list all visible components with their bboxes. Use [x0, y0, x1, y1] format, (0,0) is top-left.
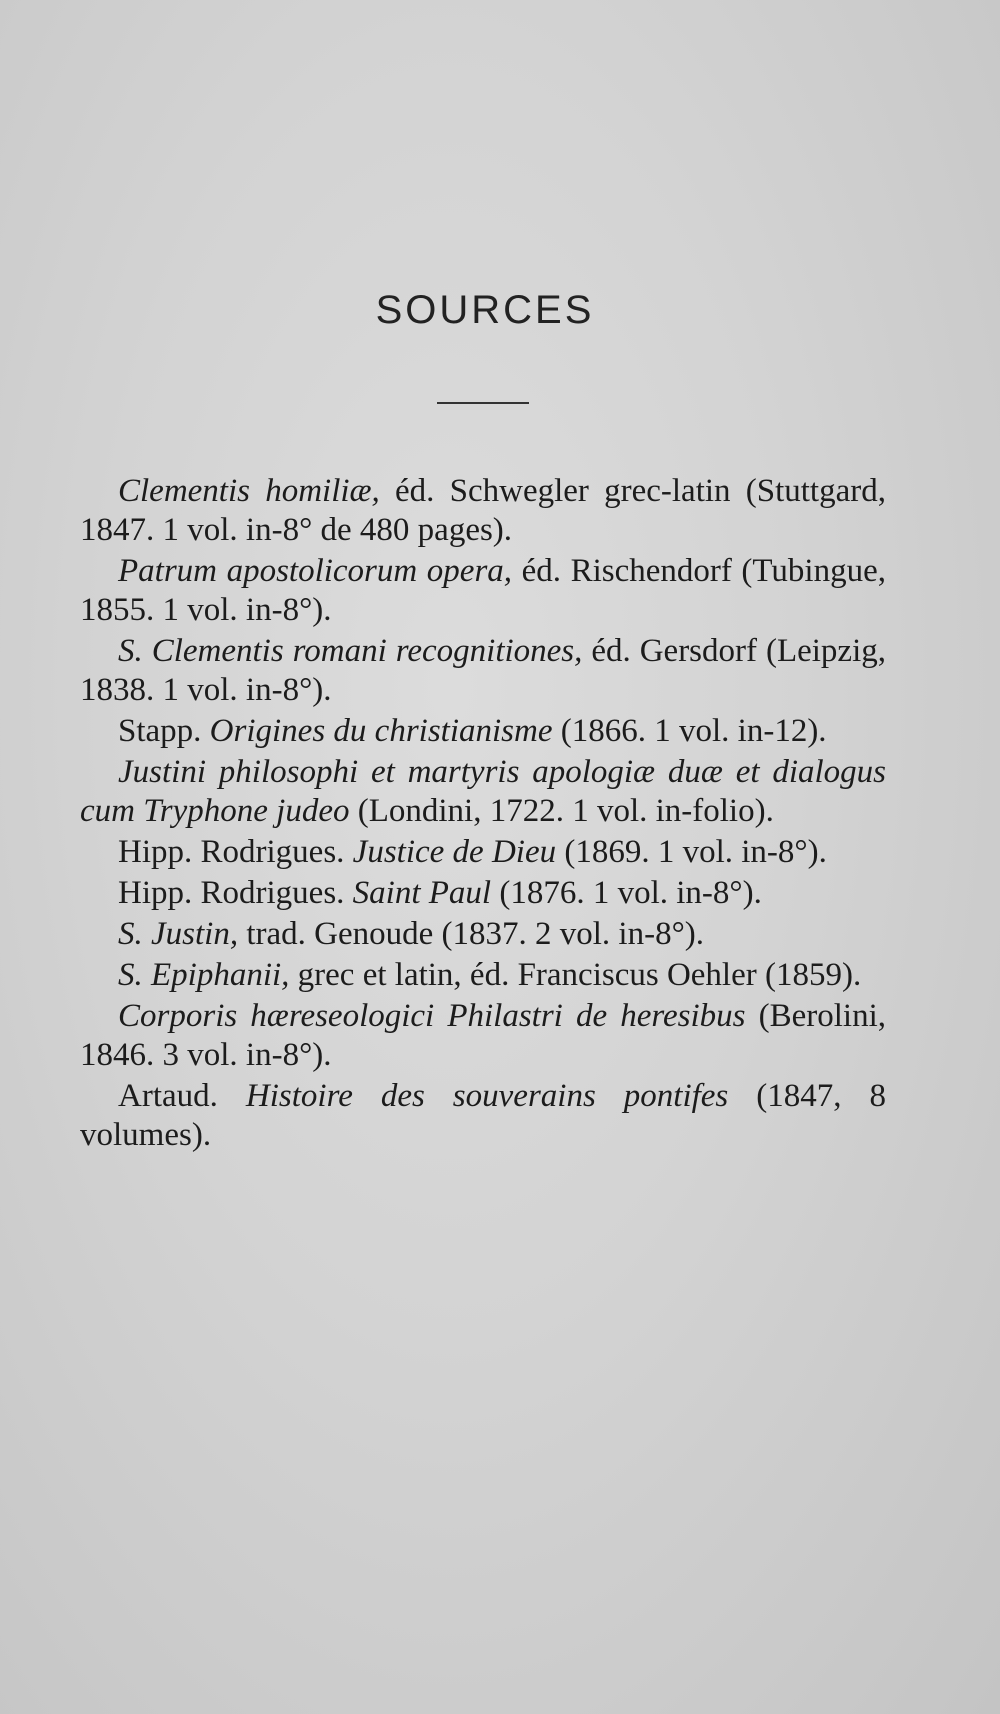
source-entry [80, 956, 886, 995]
entry-title: Corporis hæreseologici Philastri de heresibus [118, 998, 746, 1034]
entry-details: éd. Schwegler grec-latin (Stuttgard, 1847. 1 vol. in-8° de 480 pages). [80, 473, 886, 548]
entry-details: (1866. 1 vol. in-12). [552, 713, 827, 749]
entry-title: S. Justin, [118, 916, 239, 952]
entry-author: Stapp. [118, 713, 210, 749]
source-entry [80, 1077, 886, 1155]
entry-title: Origines du christianisme [209, 713, 553, 749]
entry-details: (1869. 1 vol. in-8°). [556, 834, 827, 870]
entry-author: Hipp. Rodrigues. [118, 875, 353, 911]
entry-title: Justice de Dieu [352, 834, 557, 870]
entry-details: grec et latin, éd. Franciscus Oehler (1859). [289, 957, 862, 993]
entry-title: Histoire des souverains pontifes [245, 1078, 729, 1114]
source-entry [80, 632, 886, 710]
heading-rule [437, 402, 529, 404]
entry-details: (1847, 8 volumes). [80, 1078, 886, 1153]
source-entry [80, 712, 886, 751]
source-entry [80, 753, 886, 831]
entry-details: éd. Gersdorf (Leipzig, 1838. 1 vol. in-8°). [80, 633, 886, 708]
entry-author: Hipp. Rodrigues. [118, 834, 353, 870]
source-entry [80, 874, 886, 913]
entry-details: éd. Rischendorf (Tubingue, 1855. 1 vol. in-8°). [80, 553, 886, 628]
source-entry [80, 833, 886, 872]
source-entry [80, 552, 886, 630]
sources-list [80, 472, 886, 1157]
entry-title: S. Epiphanii, [118, 957, 290, 993]
source-entry [80, 997, 886, 1075]
entry-title: Saint Paul [352, 875, 492, 911]
page-heading: SOURCES [375, 288, 595, 332]
entry-details: (Berolini, 1846. 3 vol. in-8°). [80, 998, 886, 1073]
entry-title: Clementis homiliæ, [118, 473, 380, 509]
entry-title: Patrum apostolicorum opera, [118, 553, 513, 589]
source-entry [80, 472, 886, 550]
entry-details: (Londini, 1722. 1 vol. in-folio). [349, 793, 774, 829]
entry-title: Justini philosophi et martyris apologiæ duæ et dialogus cum Tryphone judeo [80, 754, 886, 829]
entry-details: (1876. 1 vol. in-8°). [491, 875, 762, 911]
entry-details: trad. Genoude (1837. 2 vol. in-8°). [238, 916, 705, 952]
entry-title: S. Clementis romani recognitiones, [118, 633, 583, 669]
entry-author: Artaud. [118, 1078, 246, 1114]
source-entry [80, 915, 886, 954]
